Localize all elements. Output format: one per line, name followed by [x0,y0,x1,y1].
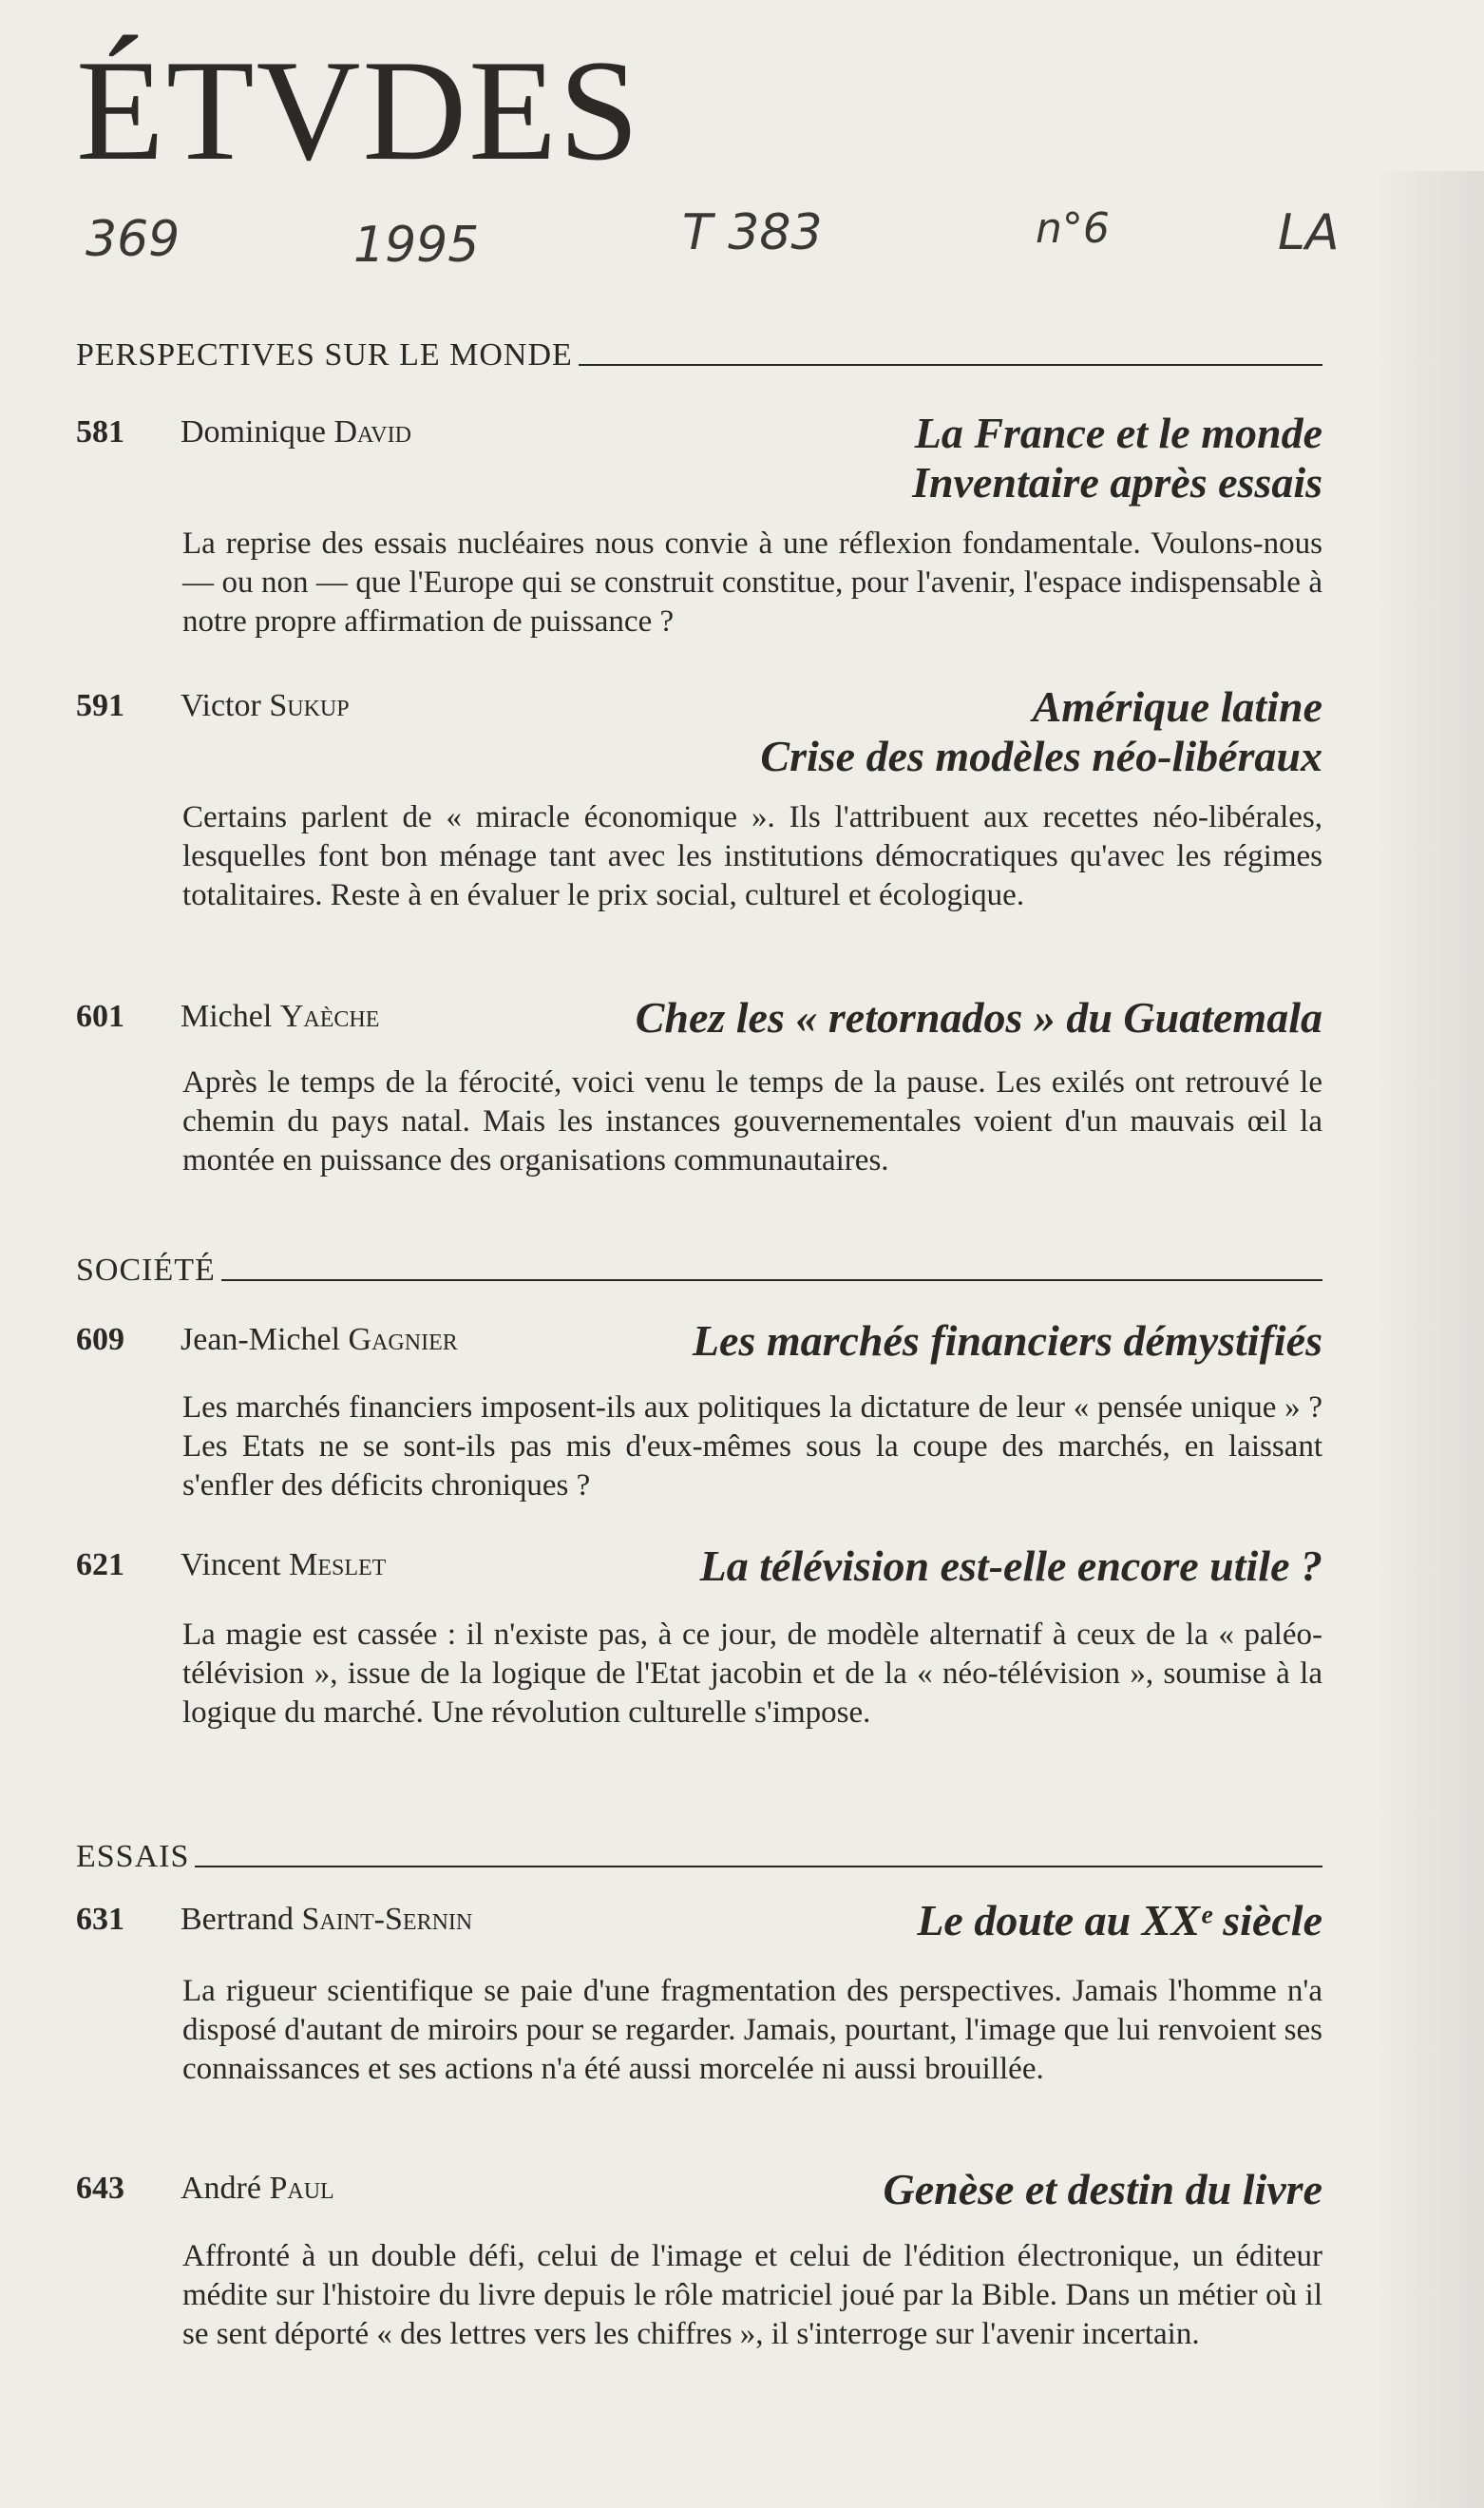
page-number: 601 [76,999,124,1034]
author-name: Dominique David [181,414,411,450]
toc-entry[interactable] [76,409,1322,639]
article-title[interactable]: Chez les « retornados » du Guatemala [635,993,1322,1042]
page-number: 631 [76,1902,124,1937]
handwritten-note: 1995 [353,217,480,274]
page-number: 581 [76,414,124,450]
section-heading [76,1839,1322,1875]
toc-entry[interactable] [76,993,1322,1177]
section-rule [221,1279,1322,1281]
section-label: SOCIÉTÉ [76,1253,216,1288]
section-label: ESSAIS [76,1839,190,1874]
toc-entry[interactable] [76,1896,1322,2086]
article-summary: Affronté à un double défi, celui de l'image et celui de l'édition électronique, un éditeur médite sur l'histoire du livre depuis le rôle matriciel joué par la Bible. Dans un métier où il se sent déporté « des lettres vers les chiffres », il s'interroge sur l'avenir incertain. [182,2239,1322,2351]
toc-entry[interactable] [76,1541,1322,1730]
author-name: André Paul [181,2171,334,2206]
journal-masthead: ÉTVDES [76,30,641,190]
article-summary: La reprise des essais nucléaires nous convie à une réflexion fondamentale. Voulons-nous — ou non — que l'Europe qui se construit constitue, pour l'avenir, l'espace indispensable à notre propre affirmation de puissance ? [182,526,1322,639]
page-number: 643 [76,2171,124,2206]
page-number: 609 [76,1322,124,1357]
article-title[interactable]: Les marchés financiers démystifiés [692,1316,1322,1365]
article-summary: Certains parlent de « miracle économique ». Ils l'attribuent aux recettes néo-libérales, lesquelles font bon ménage tant avec les institutions démocratiques qu'avec les régimes totalitaires. Reste à en évaluer le prix social, culturel et écologique. [182,800,1322,912]
article-title[interactable]: Genèse et destin du livre [883,2165,1322,2213]
section-heading [76,337,1322,373]
section-rule [579,364,1322,366]
section-heading [76,1253,1322,1289]
page-number: 591 [76,688,124,723]
toc-entry[interactable] [76,1316,1322,1503]
handwritten-note: 369 [86,211,181,268]
article-title[interactable]: La France et le monde Inventaire après essais [912,409,1322,507]
article-title[interactable]: La télévision est-elle encore utile ? [699,1541,1322,1590]
section-label: PERSPECTIVES SUR LE MONDE [76,337,573,373]
article-title[interactable]: Amérique latine Crise des modèles néo-libéraux [760,682,1322,780]
author-name: Bertrand Saint-Sernin [181,1902,473,1937]
author-name: Jean-Michel Gagnier [181,1322,458,1357]
article-summary: Les marchés financiers imposent-ils aux politiques la dictature de leur « pensée unique » ? Les Etats ne se sont-ils pas mis d'eux-mêmes sous la coupe des marchés, en laissant s'enfler des déficits chroniques ? [182,1390,1322,1503]
article-title[interactable]: Le doute au XXᵉ siècle [917,1896,1322,1944]
author-name: Michel Yaèche [181,999,380,1034]
author-name: Victor Sukup [181,688,350,723]
author-name: Vincent Meslet [181,1547,387,1582]
handwritten-note: LA [1278,204,1340,261]
handwritten-note: n°6 [1036,204,1110,253]
toc-entry[interactable] [76,682,1322,912]
article-summary: Après le temps de la férocité, voici venu le temps de la pause. Les exilés ont retrouvé le chemin du pays natal. Mais les instances gouvernementales voient d'un mauvais œil la montée en puissance des organisations communautaires. [182,1065,1322,1177]
article-summary: La magie est cassée : il n'existe pas, à ce jour, de modèle alternatif à ceux de la « paléo-télévision », issue de la logique de l'Etat jacobin et de la « néo-télévision », soumise à la logique du marché. Une révolution culturelle s'impose. [182,1618,1322,1730]
handwritten-note: T 383 [682,204,823,261]
show-through-shadow [1370,171,1484,2508]
page-number: 621 [76,1547,124,1582]
toc-entry[interactable] [76,2165,1322,2351]
article-summary: La rigueur scientifique se paie d'une fragmentation des perspectives. Jamais l'homme n'a disposé d'autant de miroirs pour se regarder. Jamais, pourtant, l'image que lui renvoient ses connaissances et ses actions n'a été aussi morcelée ni aussi brouillée. [182,1974,1322,2086]
section-rule [195,1866,1322,1867]
